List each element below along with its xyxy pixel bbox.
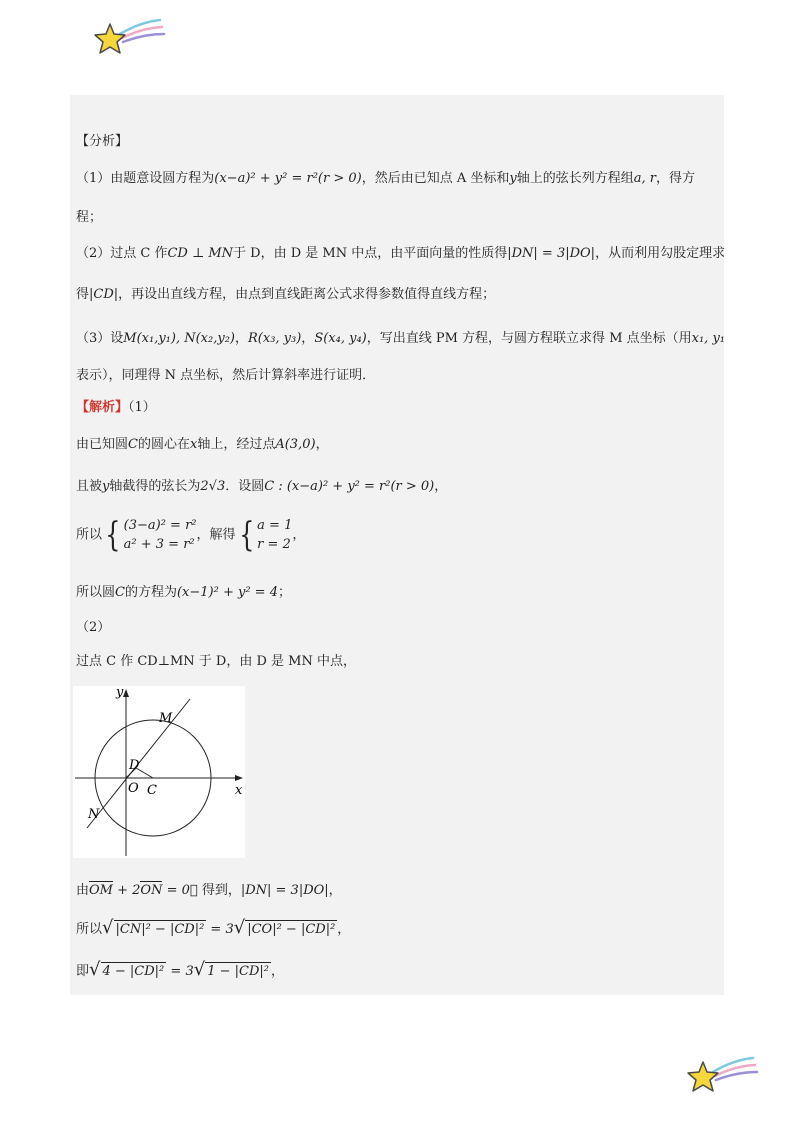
solution-part2-label: （2）	[76, 620, 111, 635]
analysis-heading: 【分析】	[76, 134, 129, 149]
analysis-part2: （2）过点 C 作CD ⊥ MN于 D，由 D 是 MN 中点，由平面向量的性质得|DN| = 3|DO|，从而利用勾股定理求	[76, 246, 726, 261]
solution-heading: 【解析】（1）	[76, 400, 156, 415]
y-axis-arrow	[123, 689, 129, 697]
left-brace: {	[238, 515, 254, 555]
label-m: M	[159, 711, 173, 726]
solution-line7: 所以√ |CN|² − |CD|² = 3√ |CO|² − |CD|² ，	[76, 917, 351, 938]
x-axis-arrow	[235, 775, 243, 781]
label-n: N	[88, 807, 100, 822]
solution-line8: 即√ 4 − |CD|² = 3√ 1 − |CD|² ，	[76, 959, 284, 980]
label-o: O	[128, 781, 139, 796]
solution-line1: 由已知圆C的圆心在x轴上，经过点A(3,0)，	[76, 437, 329, 452]
shooting-star-icon	[90, 14, 168, 60]
solution-panel	[70, 95, 724, 995]
left-brace: {	[105, 515, 121, 555]
circle-diagram	[73, 686, 245, 858]
circle-figure	[73, 686, 245, 858]
solution-line4: 所以圆C的方程为(x−1)² + y² = 4；	[76, 585, 291, 600]
analysis-part3-cont: 表示），同理得 N 点坐标，然后计算斜率进行证明．	[76, 368, 376, 383]
solution-line2: 且被y轴截得的弦长为2√3．设圆C : (x−a)² + y² = r²(r > 0)，	[76, 479, 448, 494]
shooting-star-icon	[683, 1052, 761, 1098]
label-c: C	[147, 783, 157, 798]
label-x: x	[235, 783, 243, 798]
analysis-part1-cont: 程；	[76, 210, 103, 225]
analysis-part3: （3）设M(x₁,y₁), N(x₂,y₂)，R(x₃, y₃)，S(x₄, y₄)，写出直线 PM 方程，与圆方程联立求得 M 点坐标（用x₁, y₁	[76, 331, 726, 346]
solution-line6: 由OM + 2ON = 0⃗ 得到，|DN| = 3|DO|，	[76, 883, 342, 898]
analysis-part1: （1）由题意设圆方程为(x−a)² + y² = r²(r > 0)，然后由已知点 A 坐标和y轴上的弦长列方程组a, r，得方	[76, 171, 695, 186]
solution-system: 所以{ (3−a)² = r² a² + 3 = r² ，解得{ a = 1 r = 2 ，	[76, 515, 306, 555]
solution-line5: 过点 C 作 CD⊥MN 于 D，由 D 是 MN 中点，	[76, 654, 356, 669]
label-y: y	[116, 686, 124, 700]
label-d: D	[129, 758, 140, 773]
analysis-part2-cont: 得|CD|，再设出直线方程，由点到直线距离公式求得参数值得直线方程；	[76, 287, 496, 302]
